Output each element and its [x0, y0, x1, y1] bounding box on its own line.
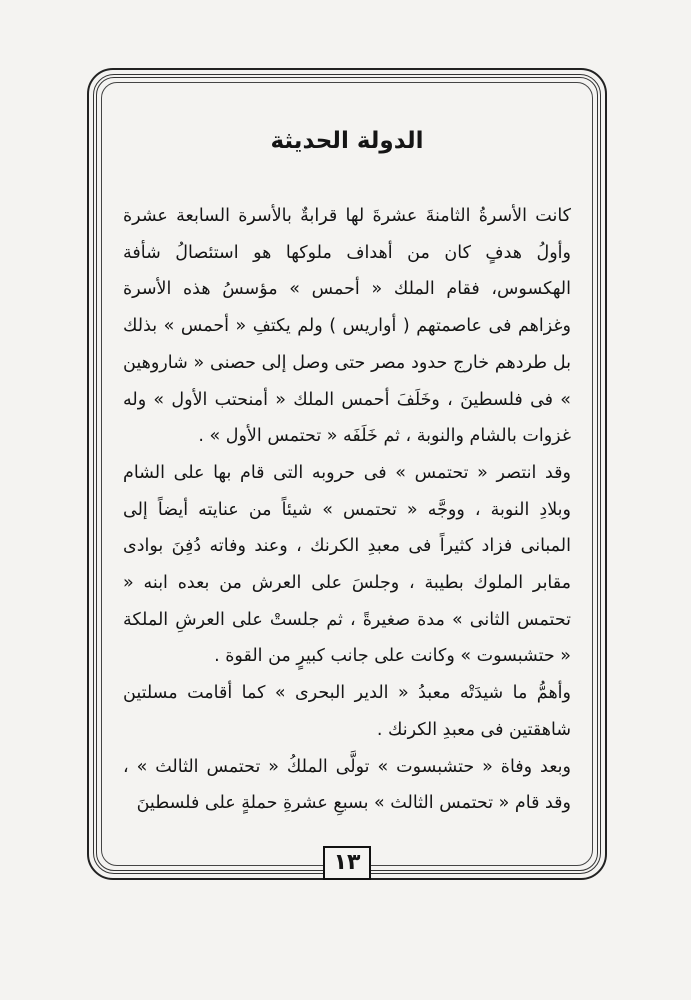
paragraph-4: وبعد وفاة « حتشبسوت » تولَّى الملكُ « تحتمس الثالث » ، وقد قام « تحتمس الثالث » بسبعِ عشرةِ حملةٍ على فلسطينَ — [123, 756, 571, 814]
page-title: الدولة الحديثة — [270, 128, 424, 154]
body-text — [123, 198, 571, 822]
paragraph-1: كانت الأسرةُ الثامنةَ عشرةَ لها قرابةٌ بالأسرة السابعة عشرة وأولُ هدفٍ كان من أهداف ملوكها هو استئصالُ شأفة الهكسوس، فقام الملك « أحمس » مؤسسُ هذه الأسرة وغزاهم فى عاصمتهم ( أواريس ) ولم يكتفِ « أحمس » بذلك بل طردهم خارج حدود مصر حتى وصل إلى حصنى « شاروهين » فى فلسطينَ ، وخَلَفَ أحمس الملك « أمنحتب الأول » وله غزوات بالشام والنوبة ، ثم خَلَفَه « تحتمس الأول » . — [123, 206, 571, 447]
paragraph-2: وقد انتصر « تحتمس » فى حروبه التى قام بها على الشام وبلادِ النوبة ، ووجَّه « تحتمس » شيئاً من عنايته أيضاً إلى المبانى فزاد كثيراً فى معبدِ الكرنك ، وعند وفاته دُفِنَ بوادى مقابر الملوك بطيبة ، وجلسَ على العرش من بعده ابنه « تحتمس الثانى » مدة صغيرةً ، ثم جلستْ على العرشِ الملكة « حتشبسوت » وكانت على جانب كبيرٍ من القوة . — [123, 462, 571, 667]
paragraph-3: وأهمُّ ما شيدَتْه معبدُ « الدير البحرى » كما أقامت مسلتين شاهقتين فى معبدِ الكرنك . — [123, 683, 571, 740]
page-number: ١٣ — [323, 846, 371, 880]
